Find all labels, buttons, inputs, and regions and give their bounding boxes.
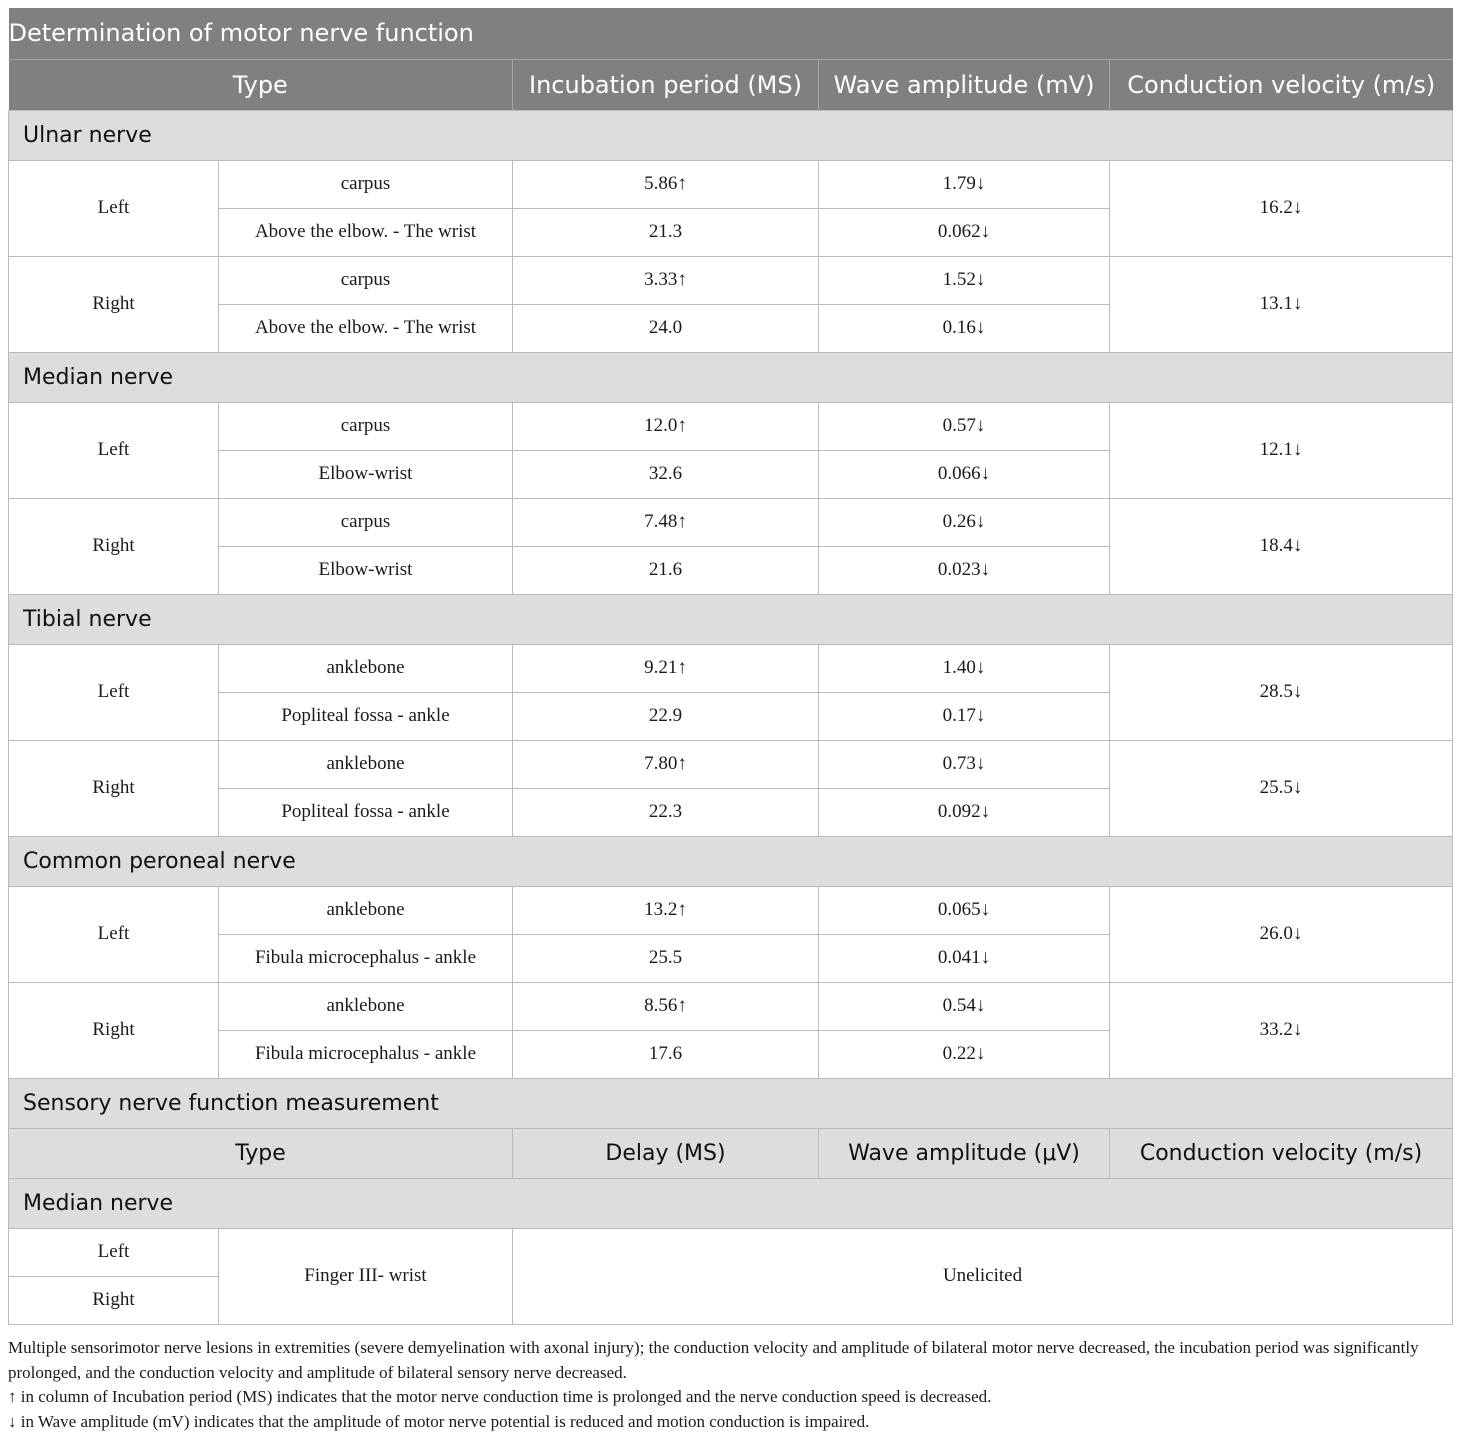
site-cell: Elbow-wrist <box>219 546 513 594</box>
latency-cell: 24.0 <box>513 304 819 352</box>
site-cell: Fibula microcephalus - ankle <box>219 934 513 982</box>
amplitude-cell: 0.17↓ <box>819 692 1110 740</box>
header-wave-amplitude: Wave amplitude (mV) <box>819 59 1110 110</box>
latency-cell: 21.6 <box>513 546 819 594</box>
latency-cell: 25.5 <box>513 934 819 982</box>
motor-header-row <box>9 59 1453 110</box>
amplitude-cell: 0.22↓ <box>819 1030 1110 1078</box>
velocity-cell: 12.1↓ <box>1110 402 1453 498</box>
site-cell: anklebone <box>219 644 513 692</box>
table-row <box>9 256 1453 304</box>
site-cell: anklebone <box>219 886 513 934</box>
velocity-cell: 16.2↓ <box>1110 160 1453 256</box>
velocity-cell: 26.0↓ <box>1110 886 1453 982</box>
section-name: Median nerve <box>9 1178 1453 1228</box>
velocity-cell: 18.4↓ <box>1110 498 1453 594</box>
result-cell: Unelicited <box>513 1228 1453 1324</box>
latency-cell: 12.0↑ <box>513 402 819 450</box>
latency-cell: 7.80↑ <box>513 740 819 788</box>
amplitude-cell: 0.066↓ <box>819 450 1110 498</box>
footnote: ↑ in column of Incubation period (MS) indicates that the motor nerve conduction time is prolonged and the nerve conduction speed is decreased. <box>8 1387 992 1406</box>
section-row <box>9 352 1453 402</box>
amplitude-cell: 0.065↓ <box>819 886 1110 934</box>
section-name: Tibial nerve <box>9 594 1453 644</box>
section-name: Median nerve <box>9 352 1453 402</box>
side-cell: Left <box>9 160 219 256</box>
side-cell: Left <box>9 1228 219 1276</box>
site-cell: Above the elbow. - The wrist <box>219 208 513 256</box>
amplitude-cell: 0.023↓ <box>819 546 1110 594</box>
site-cell: anklebone <box>219 982 513 1030</box>
latency-cell: 9.21↑ <box>513 644 819 692</box>
table-row <box>9 498 1453 546</box>
site-cell: Finger III- wrist <box>219 1228 513 1324</box>
site-cell: Fibula microcephalus - ankle <box>219 1030 513 1078</box>
latency-cell: 17.6 <box>513 1030 819 1078</box>
amplitude-cell: 0.041↓ <box>819 934 1110 982</box>
amplitude-cell: 0.57↓ <box>819 402 1110 450</box>
header-type: Type <box>9 59 513 110</box>
latency-cell: 32.6 <box>513 450 819 498</box>
velocity-cell: 13.1↓ <box>1110 256 1453 352</box>
site-cell: carpus <box>219 256 513 304</box>
nerve-function-table <box>8 8 1453 1325</box>
amplitude-cell: 0.73↓ <box>819 740 1110 788</box>
side-cell: Left <box>9 402 219 498</box>
side-cell: Right <box>9 498 219 594</box>
table-row <box>9 740 1453 788</box>
table-row <box>9 402 1453 450</box>
sensory-header-row <box>9 1128 1453 1178</box>
amplitude-cell: 0.16↓ <box>819 304 1110 352</box>
amplitude-cell: 1.52↓ <box>819 256 1110 304</box>
velocity-cell: 28.5↓ <box>1110 644 1453 740</box>
latency-cell: 3.33↑ <box>513 256 819 304</box>
site-cell: anklebone <box>219 740 513 788</box>
latency-cell: 13.2↑ <box>513 886 819 934</box>
footnote: ↓ in Wave amplitude (mV) indicates that the amplitude of motor nerve potential is reduced and motion conduction is impaired. <box>8 1411 870 1431</box>
footnote: Multiple sensorimotor nerve lesions in extremities (severe demyelination with axonal injury); the conduction velocity and amplitude of bilateral motor nerve decreased, the incubation period was significantly prolonged, and the conduction velocity and amplitude of bilateral sensory nerve decreased. <box>8 1338 1419 1382</box>
section-name: Common peroneal nerve <box>9 836 1453 886</box>
section-name: Ulnar nerve <box>9 110 1453 160</box>
side-cell: Right <box>9 1276 219 1324</box>
amplitude-cell: 0.26↓ <box>819 498 1110 546</box>
section-row <box>9 1178 1453 1228</box>
velocity-cell: 33.2↓ <box>1110 982 1453 1078</box>
amplitude-cell: 1.79↓ <box>819 160 1110 208</box>
amplitude-cell: 0.092↓ <box>819 788 1110 836</box>
latency-cell: 21.3 <box>513 208 819 256</box>
latency-cell: 5.86↑ <box>513 160 819 208</box>
site-cell: Above the elbow. - The wrist <box>219 304 513 352</box>
latency-cell: 22.3 <box>513 788 819 836</box>
latency-cell: 8.56↑ <box>513 982 819 1030</box>
latency-cell: 7.48↑ <box>513 498 819 546</box>
footnotes <box>8 1336 1458 1434</box>
side-cell: Left <box>9 886 219 982</box>
site-cell: carpus <box>219 160 513 208</box>
table-row <box>9 160 1453 208</box>
side-cell: Right <box>9 256 219 352</box>
header-conduction-velocity: Conduction velocity (m/s) <box>1110 59 1453 110</box>
sensory-header-delay: Delay (MS) <box>513 1128 819 1178</box>
sensory-title: Sensory nerve function measurement <box>9 1078 1453 1128</box>
velocity-cell: 25.5↓ <box>1110 740 1453 836</box>
side-cell: Right <box>9 740 219 836</box>
section-row <box>9 110 1453 160</box>
site-cell: Elbow-wrist <box>219 450 513 498</box>
sensory-header-velocity: Conduction velocity (m/s) <box>1110 1128 1453 1178</box>
latency-cell: 22.9 <box>513 692 819 740</box>
section-row <box>9 594 1453 644</box>
sensory-header-type: Type <box>9 1128 513 1178</box>
site-cell: carpus <box>219 498 513 546</box>
amplitude-cell: 0.54↓ <box>819 982 1110 1030</box>
side-cell: Left <box>9 644 219 740</box>
amplitude-cell: 0.062↓ <box>819 208 1110 256</box>
side-cell: Right <box>9 982 219 1078</box>
table-row <box>9 644 1453 692</box>
site-cell: carpus <box>219 402 513 450</box>
site-cell: Popliteal fossa - ankle <box>219 788 513 836</box>
amplitude-cell: 1.40↓ <box>819 644 1110 692</box>
sensory-title-row <box>9 1078 1453 1128</box>
table-row <box>9 1228 1453 1276</box>
header-incubation-period: Incubation period (MS) <box>513 59 819 110</box>
table-row <box>9 886 1453 934</box>
table-title: Determination of motor nerve function <box>9 8 1453 59</box>
section-row <box>9 836 1453 886</box>
site-cell: Popliteal fossa - ankle <box>219 692 513 740</box>
sensory-header-amplitude: Wave amplitude (μV) <box>819 1128 1110 1178</box>
table-row <box>9 982 1453 1030</box>
